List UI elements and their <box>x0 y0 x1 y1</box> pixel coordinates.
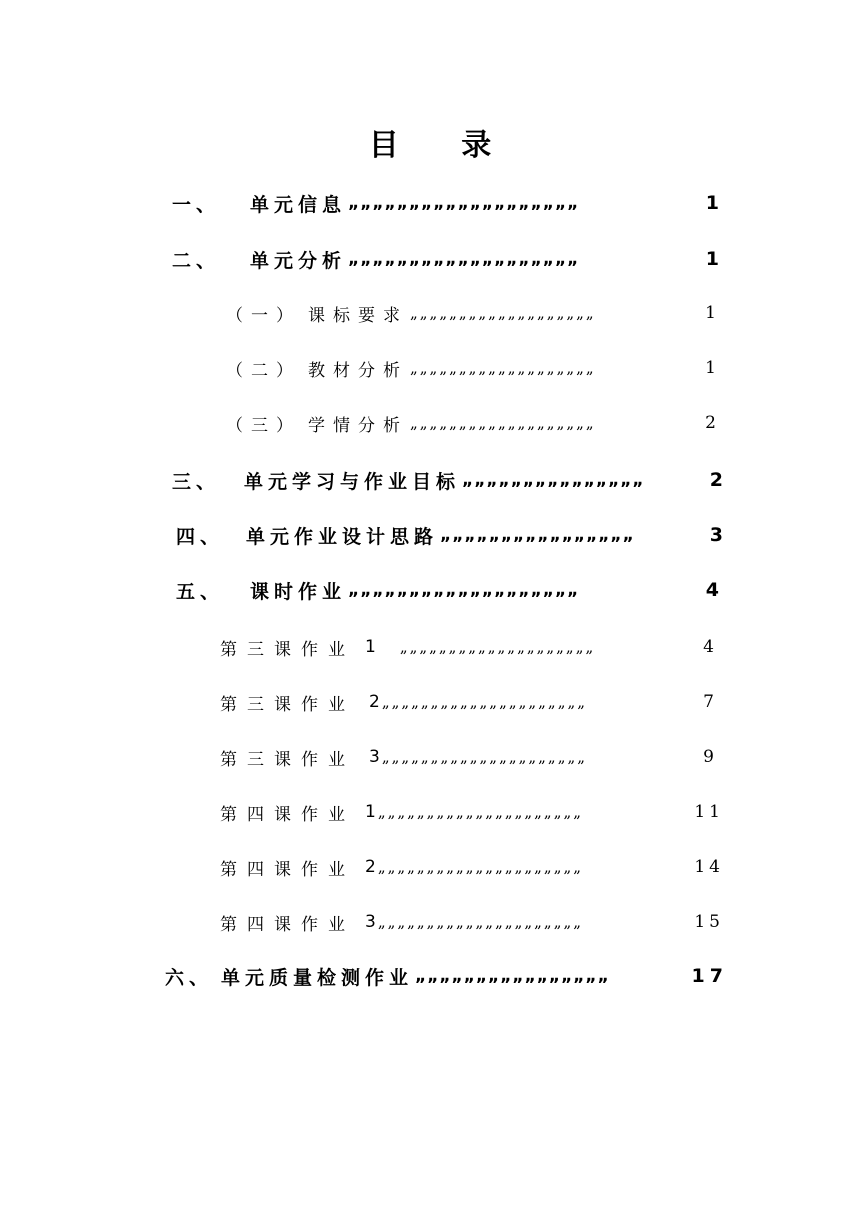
toc-lesson-entry[interactable] <box>220 685 724 719</box>
toc-entry-label: 教材分析 <box>308 360 408 381</box>
toc-entry-label: 学情分析 <box>308 415 408 436</box>
toc-entry-label: 第四课作业 <box>220 804 355 825</box>
toc-page-number: 1 <box>705 192 724 214</box>
toc-entry-number: （二） <box>226 360 301 381</box>
toc-lesson-number: 3 <box>365 912 376 932</box>
toc-entry-label: 单元分析 <box>250 249 347 272</box>
toc-page-number: 4 <box>703 637 724 657</box>
toc-entry-label: 第四课作业 <box>220 914 355 935</box>
toc-leader: „„„„„„„„„„„„„„„„„„„ <box>348 249 580 269</box>
toc-page-number: 9 <box>703 747 724 767</box>
toc-leader: „„„„„„„„„„„„„„„„„„„„„ <box>377 858 584 876</box>
toc-entry[interactable] <box>176 573 724 607</box>
toc-page-number: 4 <box>705 579 724 601</box>
toc-leader: „„„„„„„„„„„„„„„„ <box>415 966 610 986</box>
toc-subentry[interactable] <box>226 296 724 330</box>
toc-leader: „„„„„„„„„„„„„„„„ <box>440 525 635 545</box>
toc-entry[interactable] <box>165 959 728 993</box>
toc-leader: „„„„„„„„„„„„„„„„„„„„„ <box>377 913 584 931</box>
toc-page-number: 17 <box>691 965 728 987</box>
toc-page-number: 2 <box>705 413 724 433</box>
toc-entry[interactable] <box>172 242 724 276</box>
toc-entry-number: 三、 <box>172 470 221 493</box>
toc-entry-number: 四、 <box>176 525 225 548</box>
toc-entry-number: 六、 <box>165 966 214 989</box>
toc-entry-label: 课时作业 <box>250 580 347 603</box>
toc-subentry[interactable] <box>226 406 724 440</box>
toc-page-number: 1 <box>705 358 724 378</box>
toc-page-number: 11 <box>694 802 724 822</box>
toc-page-number: 7 <box>703 692 724 712</box>
toc-lesson-number: 1 <box>365 637 376 657</box>
toc-lesson-entry[interactable] <box>220 740 724 774</box>
toc-entry[interactable] <box>172 463 728 497</box>
toc-entry-label: 第三课作业 <box>220 749 355 770</box>
toc-leader: „„„„„„„„„„„„„„„„„„„ <box>410 414 596 432</box>
toc-leader: „„„„„„„„„„„„„„„„„„„ <box>348 193 580 213</box>
toc-entry[interactable] <box>176 518 728 552</box>
toc-leader: „„„„„„„„„„„„„„„„„„„„„ <box>377 803 584 821</box>
toc-leader: „„„„„„„„„„„„„„„„„„„ <box>348 580 580 600</box>
toc-entry-label: 单元作业设计思路 <box>246 525 439 548</box>
toc-leader: „„„„„„„„„„„„„„„„„„„„ <box>399 638 596 656</box>
toc-entry-label: 单元学习与作业目标 <box>244 470 461 493</box>
page-title: 目 录 <box>368 128 518 163</box>
toc-entry-number: 一、 <box>172 193 221 216</box>
toc-lesson-number: 2 <box>369 692 380 712</box>
toc-lesson-number: 2 <box>365 857 376 877</box>
toc-entry[interactable] <box>172 186 724 220</box>
toc-page-number: 2 <box>709 469 728 491</box>
toc-entry-number: 五、 <box>176 580 225 603</box>
toc-entry-number: 二、 <box>172 249 221 272</box>
toc-page-number: 14 <box>694 857 724 877</box>
toc-page-number: 1 <box>705 303 724 323</box>
toc-subentry[interactable] <box>226 351 724 385</box>
toc-lesson-entry[interactable] <box>220 850 724 884</box>
toc-entry-label: 第四课作业 <box>220 859 355 880</box>
toc-leader: „„„„„„„„„„„„„„„„„„„ <box>410 359 596 377</box>
toc-lesson-number: 3 <box>369 747 380 767</box>
toc-leader: „„„„„„„„„„„„„„„„„„„„„ <box>381 748 588 766</box>
toc-entry-label: 单元质量检测作业 <box>221 966 414 989</box>
toc-entry-label: 课标要求 <box>308 305 408 326</box>
toc-page-number: 3 <box>709 524 728 546</box>
toc-entry-label: 第三课作业 <box>220 639 355 660</box>
toc-page-number: 1 <box>705 248 724 270</box>
toc-leader: „„„„„„„„„„„„„„„„„„„„„ <box>381 693 588 711</box>
toc-leader: „„„„„„„„„„„„„„„ <box>462 470 645 490</box>
toc-entry-label: 第三课作业 <box>220 694 355 715</box>
toc-leader: „„„„„„„„„„„„„„„„„„„ <box>410 304 596 322</box>
toc-lesson-entry[interactable] <box>220 905 724 939</box>
toc-lesson-entry[interactable] <box>220 630 724 664</box>
toc-entry-number: （三） <box>226 415 301 436</box>
toc-page-number: 15 <box>694 912 724 932</box>
toc-entry-number: （一） <box>226 305 301 326</box>
toc-entry-label: 单元信息 <box>250 193 347 216</box>
toc-lesson-number: 1 <box>365 802 376 822</box>
toc-lesson-entry[interactable] <box>220 795 724 829</box>
